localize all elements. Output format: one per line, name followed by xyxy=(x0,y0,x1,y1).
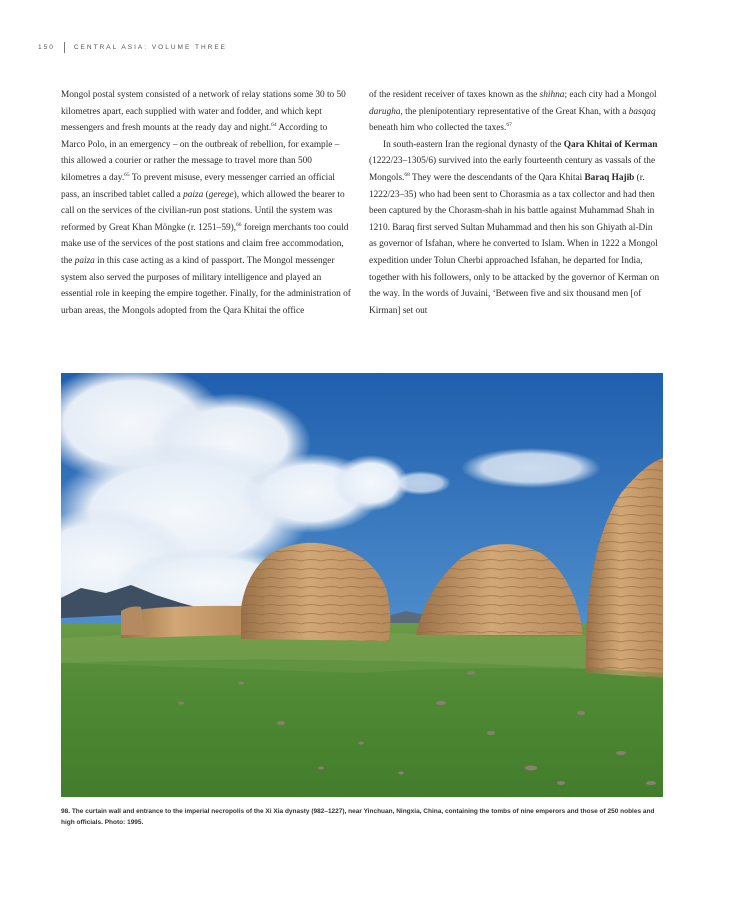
footnote-ref: 66 xyxy=(236,221,242,228)
running-title: CENTRAL ASIA: VOLUME THREE xyxy=(73,44,227,51)
text-run: Mongol postal system consisted of a network of relay stations some 30 to 50 kilometres apart, each supplied with water and fodder, and which kept messengers and fresh mounts at the ready day and night. xyxy=(61,90,346,134)
footnote-ref: 67 xyxy=(506,122,512,129)
italic-term: paiza xyxy=(183,189,204,200)
text-run: in this case acting as a kind of passport. The Mongol messenger system also served the purposes of military intelligence and played an essential role in keeping the empire together. Finally, for the administration of urban areas, the Mongols adopted from the Qara Khitai the office xyxy=(61,255,351,316)
text-run: , the plenipotentiary representative of the Great Khan, with a xyxy=(400,106,629,117)
header-divider xyxy=(64,42,65,53)
text-run: ( xyxy=(203,189,209,200)
text-run: of the resident receiver of taxes known as the xyxy=(369,90,540,100)
running-header xyxy=(38,42,227,53)
page-number: 150 xyxy=(38,44,55,51)
text-column-left xyxy=(61,87,353,319)
necropolis-photo xyxy=(61,373,663,797)
text-run: They were the descendants of the Qara Khitai xyxy=(409,172,585,183)
paragraph xyxy=(61,87,353,319)
paragraph xyxy=(369,137,661,320)
italic-term: basqaq xyxy=(628,106,656,117)
footnote-ref: 65 xyxy=(124,171,130,178)
bold-term: Baraq Hajib xyxy=(584,172,635,183)
figure-caption: 98. The curtain wall and entrance to the imperial necropolis of the Xi Xia dynasty (982–1227), near Yinchuan, Ningxia, China, containing the tombs of nine emperors and those of 250 nobles and high officials. Photo: 1995. xyxy=(61,808,655,826)
text-run: To prevent misuse, every messenger carried an official pass, an inscribed tablet called a xyxy=(61,172,335,200)
text-column-right xyxy=(369,87,661,319)
italic-term: gerege xyxy=(208,189,234,200)
text-run: According to Marco Polo, in an emergency – on the outbreak of rebellion, for example – this allowed a courier or rather the message to travel more than 500 kilometres a day. xyxy=(61,123,340,183)
bold-term: Qara Khitai of Kerman xyxy=(563,139,658,150)
text-run: (r. 1222/23–35) who had been sent to Chorasmia as a tax collector and had then been captured by the Chorasm-shah in his battle against Muhammad Shah in 1210. Baraq first served Sultan Muhammad and then his son Ghiyath al-Din as governor of Isfahan, where he converted to Islam. When in 1222 a Mongol expedition under Tolun Cherbi approached Isfahan, he departed for India, together with his followers, only to be attacked by the governor of Kerman on the way. In the words of Juvaini, ‘Between five and six thousand men [of Kirman] set out xyxy=(369,172,660,316)
text-run: foreign merchants too could make use of the services of the post stations and claim free accommodation, the xyxy=(61,222,349,266)
footnote-ref: 64 xyxy=(271,122,277,129)
text-run: ; each city had a Mongol xyxy=(564,90,657,100)
footnote-ref: 68 xyxy=(404,171,410,178)
text-run: In south-eastern Iran the regional dynasty of the xyxy=(383,139,564,150)
text-run: beneath him who collected the taxes. xyxy=(369,123,507,134)
italic-term: shihna xyxy=(539,90,565,100)
text-run: ), which allowed the bearer to call on the services of the civilian-run post stations. Until the system was reformed by Great Khan Möngke (r. 1251–59), xyxy=(61,189,345,233)
photo-illustration xyxy=(61,373,663,797)
text-run: (1222/23–1305/6) survived into the early fourteenth century as vassals of the Mongols. xyxy=(369,156,656,183)
italic-term: paiza xyxy=(74,255,95,266)
italic-term: darugha xyxy=(369,106,401,117)
paragraph xyxy=(369,87,661,137)
